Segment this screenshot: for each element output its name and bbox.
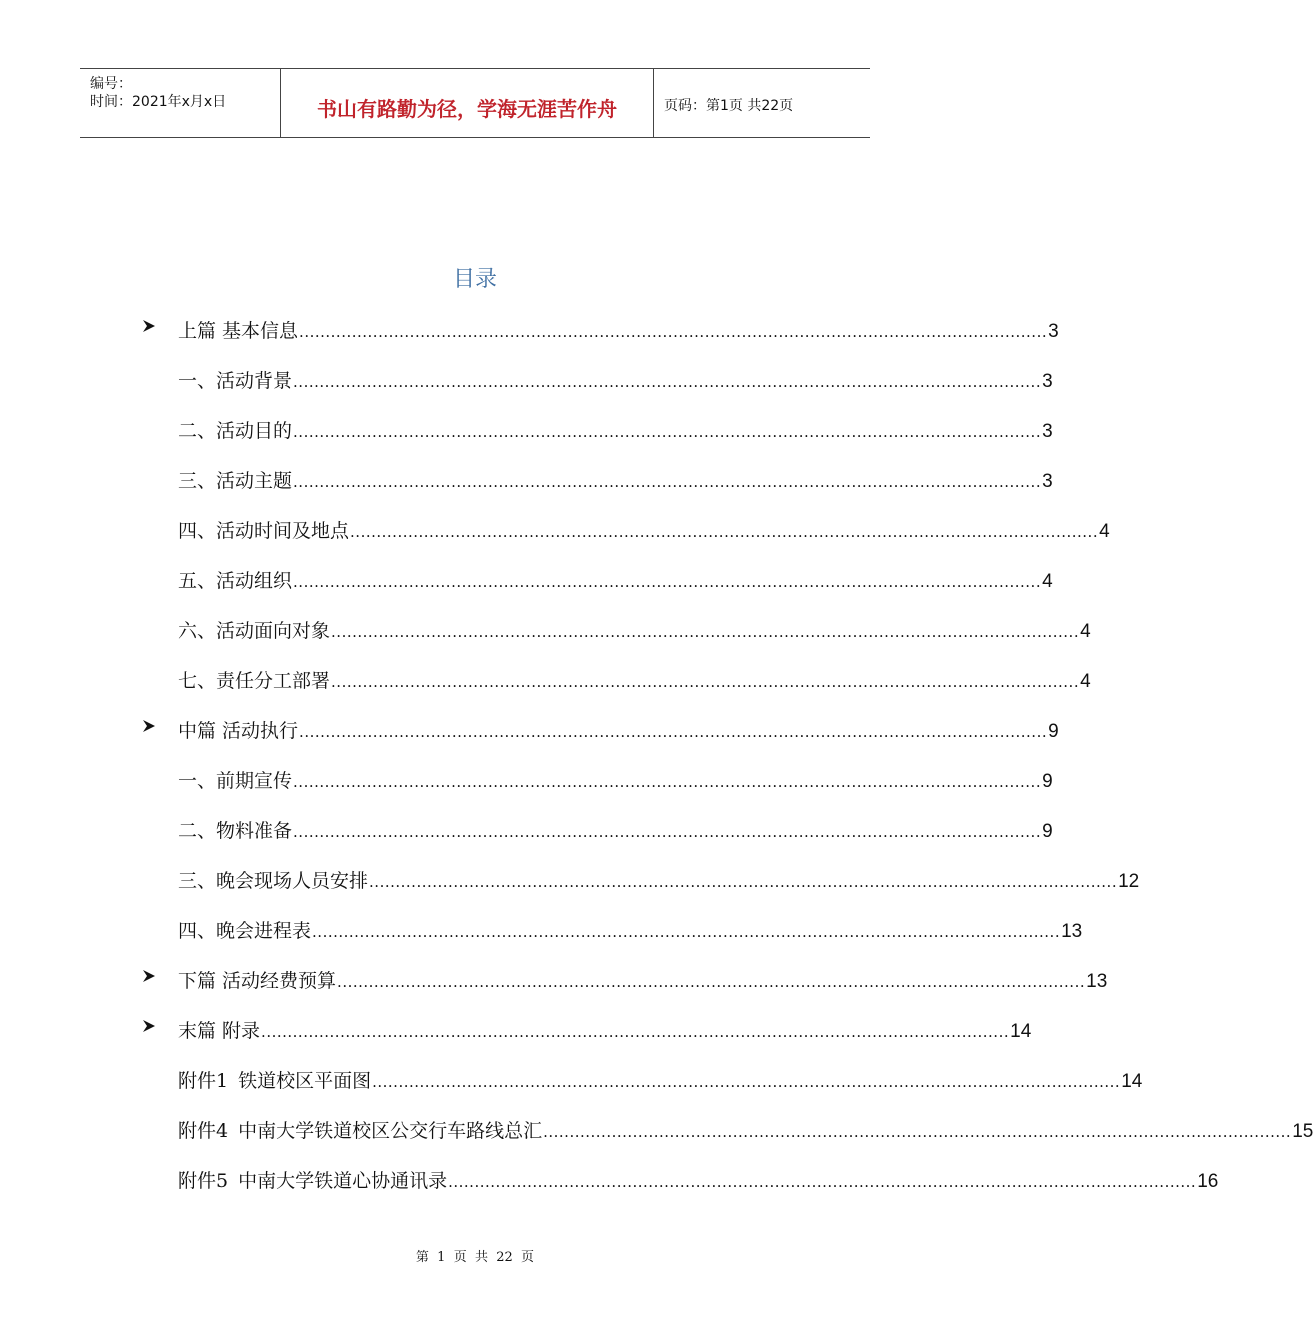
toc-entry-label: 晚会现场人员安排: [216, 870, 369, 892]
toc-entry-page: 4: [1042, 571, 1053, 592]
toc-entry-number: 一、: [178, 370, 217, 392]
toc-entry-page: 14: [1010, 1021, 1032, 1042]
toc-leader-dots: ..............................................................................................................................................: [369, 873, 1118, 891]
toc-section-row[interactable]: [178, 316, 1059, 346]
toc-leader-dots: ..............................................................................................................................................: [448, 1173, 1197, 1191]
toc-entry-row[interactable]: [178, 1066, 1143, 1096]
header-page-info: 页码：第1页 共22页: [664, 98, 794, 114]
toc-section-row[interactable]: [178, 1016, 1032, 1046]
toc-entry-row[interactable]: [178, 416, 1053, 446]
toc-entry-row[interactable]: [178, 466, 1053, 496]
toc-entry-label: 下篇 活动经费预算: [178, 970, 337, 992]
toc-entry-label: 活动面向对象: [216, 620, 331, 642]
toc-entry-label: 前期宣传: [216, 770, 293, 792]
header-motto: 书山有路勤为径，学海无涯苦作舟: [317, 97, 617, 121]
toc-leader-dots: ..............................................................................................................................................: [293, 573, 1042, 591]
toc-entry-label: 活动背景: [216, 370, 293, 392]
toc-entry-row[interactable]: [178, 616, 1091, 646]
toc-leader-dots: ..............................................................................................................................................: [293, 373, 1042, 391]
toc-leader-dots: ..............................................................................................................................................: [350, 523, 1099, 541]
toc-entry-label: 活动时间及地点: [216, 520, 350, 542]
toc-entry-page: 3: [1042, 471, 1053, 492]
page-footer: 第 1 页 共 22 页: [415, 1250, 535, 1265]
toc-entry-label: 中南大学铁道心协通讯录: [238, 1170, 448, 1192]
header-middle-cell: [281, 69, 654, 137]
toc-section-row[interactable]: [178, 966, 1108, 996]
toc-entry-label: 责任分工部署: [216, 670, 331, 692]
toc-entry-number: 三、: [178, 870, 217, 892]
toc-entry-number: 七、: [178, 670, 217, 692]
toc-entry-label: 活动目的: [216, 420, 293, 442]
toc-entry-label: 活动主题: [216, 470, 293, 492]
arrow-bullet-icon: [142, 319, 156, 333]
toc-entry-page: 13: [1086, 971, 1108, 992]
toc-entry-page: 9: [1048, 721, 1059, 742]
toc-entry-number: 二、: [178, 820, 217, 842]
toc-entry-row[interactable]: [178, 666, 1091, 696]
toc-entry-page: 3: [1048, 321, 1059, 342]
toc-entry-label: 物料准备: [216, 820, 293, 842]
toc-entry-row[interactable]: [178, 566, 1053, 596]
document-date-label: 时间：2021年x月x日: [90, 94, 227, 110]
toc-leader-dots: ..............................................................................................................................................: [337, 973, 1086, 991]
toc-leader-dots: ..............................................................................................................................................: [261, 1023, 1010, 1041]
toc-entry-page: 14: [1121, 1071, 1143, 1092]
toc-entry-row[interactable]: [178, 516, 1110, 546]
toc-section-row[interactable]: [178, 716, 1059, 746]
toc-entry-number: 四、: [178, 520, 217, 542]
toc-leader-dots: ..............................................................................................................................................: [331, 623, 1080, 641]
toc-entry-number: 三、: [178, 470, 217, 492]
toc-leader-dots: ..............................................................................................................................................: [293, 823, 1042, 841]
toc-entry-page: 9: [1042, 771, 1053, 792]
toc-leader-dots: ..............................................................................................................................................: [293, 423, 1042, 441]
toc-leader-dots: ..............................................................................................................................................: [299, 723, 1048, 741]
header-right-cell: [654, 69, 870, 137]
toc-entry-number: 附件1: [178, 1070, 229, 1092]
toc-entry-page: 4: [1099, 521, 1110, 542]
arrow-bullet-icon: [142, 969, 156, 983]
toc-entry-page: 9: [1042, 821, 1053, 842]
toc-title: 目录: [452, 267, 497, 292]
toc-entry-page: 13: [1061, 921, 1083, 942]
toc-entry-row[interactable]: [178, 866, 1140, 896]
toc-entry-number: 一、: [178, 770, 217, 792]
toc-entry-row[interactable]: [178, 816, 1053, 846]
toc-entry-label: 末篇 附录: [178, 1020, 261, 1042]
toc-leader-dots: ..............................................................................................................................................: [331, 673, 1080, 691]
toc-entry-label: 上篇 基本信息: [178, 320, 299, 342]
toc-entry-page: 3: [1042, 421, 1053, 442]
toc-entry-label: 晚会进程表: [216, 920, 312, 942]
page-header: [80, 68, 870, 138]
toc-entry-page: 4: [1080, 671, 1091, 692]
toc-entry-label: 中篇 活动执行: [178, 720, 299, 742]
arrow-bullet-icon: [142, 719, 156, 733]
toc-entry-row[interactable]: [178, 366, 1053, 396]
toc-leader-dots: ..............................................................................................................................................: [372, 1073, 1121, 1091]
document-number-label: 编号：: [90, 76, 132, 92]
toc-entry-number: 附件4: [178, 1120, 229, 1142]
toc-entry-number: 五、: [178, 570, 217, 592]
toc-leader-dots: ..............................................................................................................................................: [543, 1123, 1292, 1141]
toc-leader-dots: ..............................................................................................................................................: [299, 323, 1048, 341]
toc-entry-page: 16: [1197, 1171, 1219, 1192]
toc-entry-page: 4: [1080, 621, 1091, 642]
toc-entry-label: 活动组织: [216, 570, 293, 592]
toc-entry-number: 六、: [178, 620, 217, 642]
toc-entry-number: 四、: [178, 920, 217, 942]
header-left-cell: [80, 69, 281, 137]
toc-entry-number: 附件5: [178, 1170, 229, 1192]
toc-leader-dots: ..............................................................................................................................................: [293, 773, 1042, 791]
toc-entry-label: 铁道校区平面图: [238, 1070, 372, 1092]
toc-leader-dots: ..............................................................................................................................................: [312, 923, 1061, 941]
toc-leader-dots: ..............................................................................................................................................: [293, 473, 1042, 491]
toc-entry-page: 15: [1292, 1121, 1313, 1142]
toc-entry-page: 12: [1118, 871, 1140, 892]
toc-entry-number: 二、: [178, 420, 217, 442]
arrow-bullet-icon: [142, 1019, 156, 1033]
toc-entry-row[interactable]: [178, 766, 1053, 796]
toc-entry-row[interactable]: [178, 916, 1083, 946]
toc-entry-row[interactable]: [178, 1116, 1313, 1146]
toc-entry-page: 3: [1042, 371, 1053, 392]
toc-entry-row[interactable]: [178, 1166, 1219, 1196]
toc-entry-label: 中南大学铁道校区公交行车路线总汇: [238, 1120, 543, 1142]
